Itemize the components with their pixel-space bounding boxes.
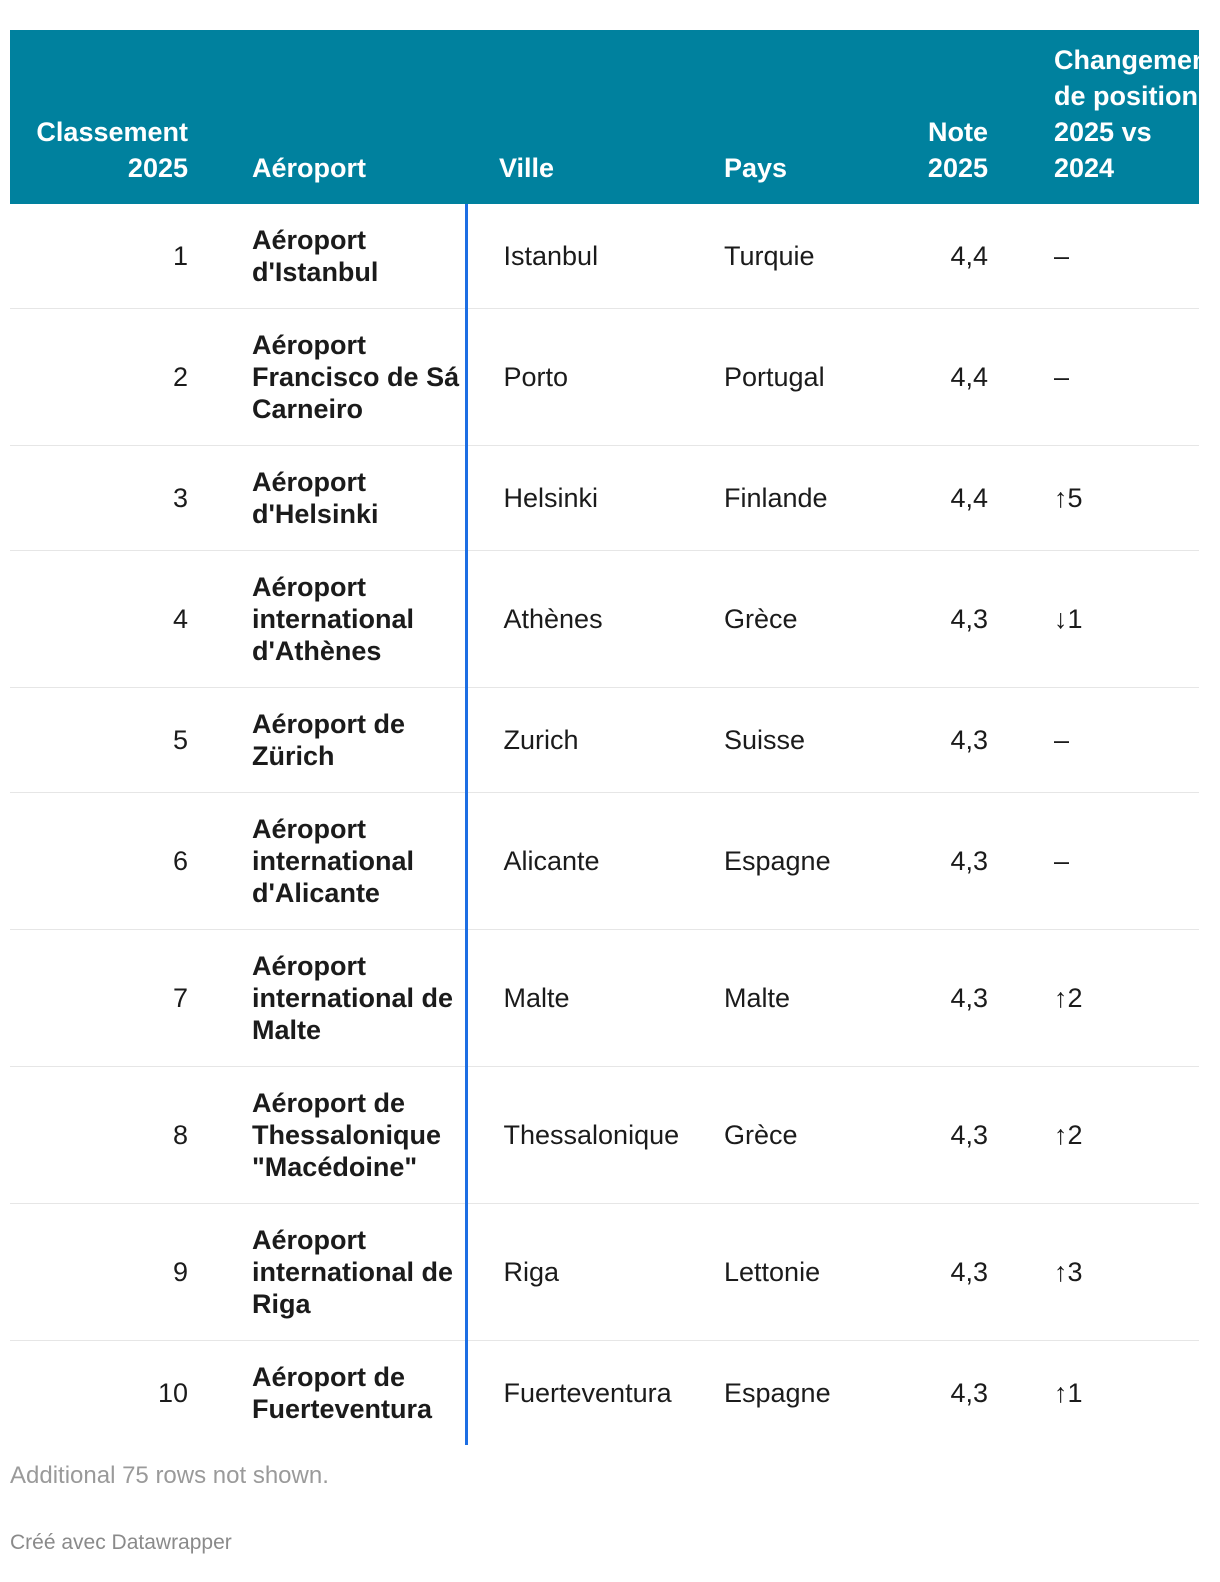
header-airport-line: Aéroport	[252, 153, 366, 183]
table-row	[10, 204, 1199, 309]
cell-change: ↑1	[1054, 1378, 1083, 1408]
cell-country: Espagne	[724, 1378, 831, 1408]
cell-country: Grèce	[724, 1120, 798, 1150]
ranking-table	[10, 30, 1218, 1445]
cell-note: 4,3	[950, 1120, 988, 1150]
cell-note: 4,4	[950, 362, 988, 392]
cell-note: 4,4	[950, 483, 988, 513]
cell-airport: Aéroport de Zürich	[252, 709, 406, 771]
cell-change: –	[1054, 241, 1070, 271]
cell-country: Finlande	[724, 483, 828, 513]
cell-airport: Aéroport international d'Athènes	[252, 572, 415, 666]
cell-note: 4,3	[950, 1257, 988, 1287]
header-rank-line: Classement	[36, 117, 188, 147]
cell-airport: Aéroport Francisco de Sá Carneiro	[252, 330, 460, 424]
cell-change: ↑5	[1054, 483, 1083, 513]
cell-change: –	[1054, 846, 1070, 876]
cell-city: Riga	[466, 1204, 714, 1341]
cell-rank: 4	[172, 604, 188, 634]
cell-city: Helsinki	[466, 446, 714, 551]
cell-note: 4,4	[950, 241, 988, 271]
cell-note: 4,3	[950, 725, 988, 755]
cell-change: ↑3	[1054, 1257, 1083, 1287]
cell-city: Malte	[466, 930, 714, 1067]
cell-airport: Aéroport international de Riga	[252, 1225, 454, 1319]
table-row	[10, 1204, 1199, 1341]
table-row	[10, 1067, 1199, 1204]
cell-note: 4,3	[950, 604, 988, 634]
datawrapper-credit[interactable]: Créé avec Datawrapper	[10, 1531, 232, 1554]
table-body	[10, 204, 1199, 1445]
cell-change: ↑2	[1054, 983, 1083, 1013]
header-rank-line: 2025	[127, 153, 188, 183]
cell-airport: Aéroport international de Malte	[252, 951, 454, 1045]
header-city[interactable]	[466, 30, 714, 204]
cell-airport: Aéroport de Fuerteventura	[252, 1362, 433, 1424]
cell-country: Grèce	[724, 604, 798, 634]
cell-change: ↓1	[1054, 604, 1083, 634]
header-country-line: Pays	[724, 153, 788, 183]
cell-change: –	[1054, 725, 1070, 755]
cell-change: –	[1054, 362, 1070, 392]
table-row	[10, 688, 1199, 793]
cell-country: Portugal	[724, 362, 825, 392]
rows-not-shown-note: Additional 75 rows not shown.	[10, 1462, 329, 1489]
header-change-line: 2024	[1054, 153, 1115, 183]
cell-airport: Aéroport international d'Alicante	[252, 814, 415, 908]
cell-rank: 7	[172, 983, 188, 1013]
cell-rank: 5	[172, 725, 188, 755]
header-rank[interactable]	[10, 30, 242, 204]
cell-country: Lettonie	[724, 1257, 821, 1287]
cell-airport: Aéroport de Thessalonique "Macédoine"	[252, 1088, 442, 1182]
table-row	[10, 793, 1199, 930]
header-note-line: Note	[928, 117, 988, 147]
cell-rank: 9	[172, 1257, 188, 1287]
cell-rank: 3	[172, 483, 188, 513]
header-change-line: 2025 vs	[1054, 117, 1152, 147]
cell-rank: 2	[172, 362, 188, 392]
cell-rank: 8	[172, 1120, 188, 1150]
cell-rank: 1	[172, 241, 188, 271]
cell-note: 4,3	[950, 983, 988, 1013]
ranking-table-container	[10, 30, 1218, 1445]
header-country[interactable]	[714, 30, 884, 204]
cell-note: 4,3	[950, 846, 988, 876]
cell-city: Fuerteventura	[466, 1341, 714, 1446]
cell-city: Thessalonique	[466, 1067, 714, 1204]
header-note[interactable]	[884, 30, 990, 204]
cell-rank: 10	[157, 1378, 188, 1408]
cell-city: Porto	[466, 309, 714, 446]
cell-airport: Aéroport d'Istanbul	[252, 225, 379, 287]
cell-country: Suisse	[724, 725, 806, 755]
header-city-line: Ville	[499, 153, 555, 183]
cell-airport: Aéroport d'Helsinki	[252, 467, 379, 529]
cell-country: Malte	[724, 983, 791, 1013]
cell-note: 4,3	[950, 1378, 988, 1408]
table-row	[10, 446, 1199, 551]
table-header-row	[10, 30, 1199, 204]
cell-change: ↑2	[1054, 1120, 1083, 1150]
cell-city: Istanbul	[466, 204, 714, 309]
header-note-line: 2025	[927, 153, 988, 183]
cell-rank: 6	[172, 846, 188, 876]
cell-city: Alicante	[466, 793, 714, 930]
header-airport[interactable]	[242, 30, 466, 204]
header-change-line: de position	[1054, 81, 1198, 111]
header-change-line: Changement	[1054, 45, 1218, 75]
cell-city: Zurich	[466, 688, 714, 793]
cell-city: Athènes	[466, 551, 714, 688]
table-row	[10, 309, 1199, 446]
header-change[interactable]	[990, 30, 1218, 204]
table-row	[10, 930, 1199, 1067]
table-row	[10, 551, 1199, 688]
table-row	[10, 1341, 1199, 1446]
cell-country: Espagne	[724, 846, 831, 876]
cell-country: Turquie	[724, 241, 815, 271]
